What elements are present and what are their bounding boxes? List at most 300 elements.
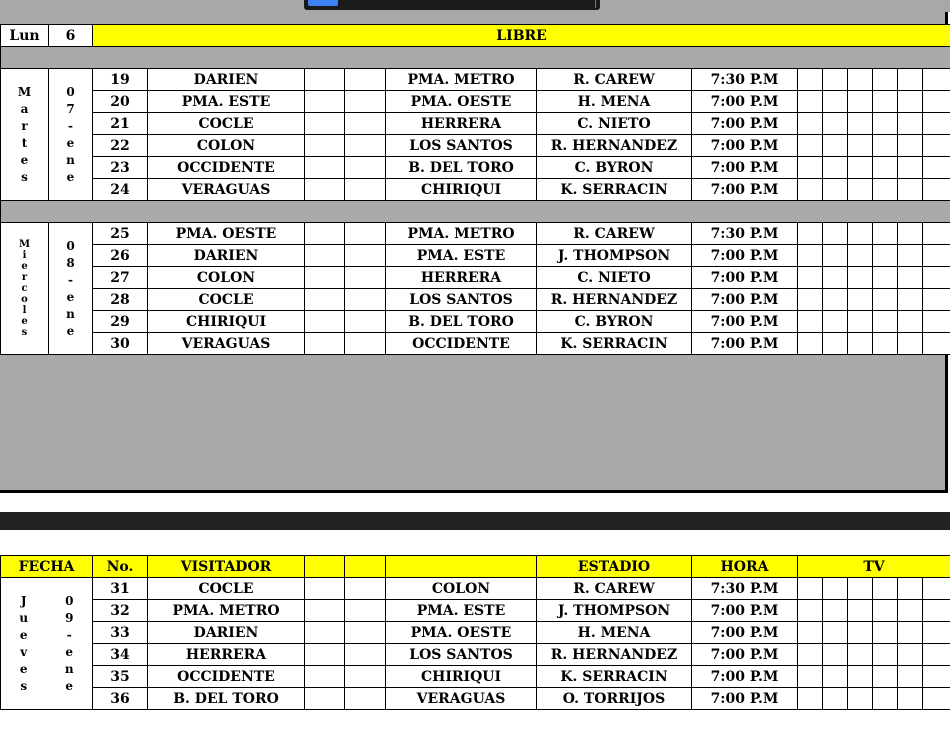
stadium: C. BYRON: [537, 157, 692, 179]
match-number: 28: [93, 289, 148, 311]
tv-cell: [823, 157, 848, 179]
day-letter: o: [21, 294, 28, 305]
tv-cell: [873, 688, 898, 710]
stadium: J. THOMPSON: [537, 600, 692, 622]
tv-cell: [848, 311, 873, 333]
day-letter: e: [21, 261, 28, 272]
section-divider: [0, 512, 950, 530]
match-number: 29: [93, 311, 148, 333]
date-char: e: [66, 135, 75, 150]
blank-cell: [345, 91, 386, 113]
date-char: 7: [66, 101, 75, 116]
match-number: 26: [93, 245, 148, 267]
tv-cell: [798, 578, 823, 600]
match-number: 25: [93, 223, 148, 245]
stadium: R. HERNANDEZ: [537, 135, 692, 157]
tv-cell: [848, 113, 873, 135]
tv-cell: [798, 644, 823, 666]
tv-cell: [848, 644, 873, 666]
tv-cell: [898, 179, 923, 201]
date-char: e: [65, 678, 74, 693]
home-team: LOS SANTOS: [386, 289, 537, 311]
tv-cell: [823, 644, 848, 666]
tv-cell: [923, 622, 950, 644]
tv-cell: [823, 135, 848, 157]
tv-cell: [848, 688, 873, 710]
tv-cell: [898, 622, 923, 644]
tv-cell: [848, 135, 873, 157]
day-letter: e: [20, 152, 29, 167]
stadium: R. CAREW: [537, 69, 692, 91]
day-letter: e: [21, 316, 28, 327]
blank-cell: [345, 622, 386, 644]
tv-cell: [923, 666, 950, 688]
date-char: 0: [66, 84, 75, 99]
tv-cell: [873, 267, 898, 289]
tv-cell: [823, 69, 848, 91]
table-row: [1, 688, 950, 710]
tv-cell: [873, 245, 898, 267]
date-char: e: [65, 644, 74, 659]
tv-cell: [798, 157, 823, 179]
date-cell: [65, 593, 74, 695]
table-row: [1, 267, 950, 289]
stadium: R. HERNANDEZ: [537, 289, 692, 311]
table-row: [1, 600, 950, 622]
tv-cell: [798, 622, 823, 644]
table-row: [1, 289, 950, 311]
toolbar-separator: [595, 0, 596, 8]
libre-label: LIBRE: [93, 25, 950, 47]
blank-cell: [305, 179, 345, 201]
tv-cell: [923, 267, 950, 289]
tv-cell: [823, 311, 848, 333]
tv-cell: [873, 135, 898, 157]
day-letter: e: [19, 627, 28, 642]
toolbar-strip: [304, 0, 600, 10]
tv-cell: [923, 289, 950, 311]
blank-cell: [345, 578, 386, 600]
date-char: 0: [65, 593, 74, 608]
tv-cell: [823, 666, 848, 688]
spacer-row: [1, 201, 950, 223]
match-number: 34: [93, 644, 148, 666]
visitor-team: VERAGUAS: [148, 179, 305, 201]
header-no: No.: [93, 556, 148, 578]
visitor-team: COCLE: [148, 289, 305, 311]
visitor-team: DARIEN: [148, 245, 305, 267]
tv-cell: [873, 311, 898, 333]
match-number: 23: [93, 157, 148, 179]
tv-cell: [798, 69, 823, 91]
match-time: 7:00 P.M: [692, 135, 798, 157]
table-row: [1, 69, 950, 91]
blank-cell: [305, 245, 345, 267]
blank-cell: [345, 600, 386, 622]
table-row: [1, 179, 950, 201]
blank-cell: [305, 223, 345, 245]
tv-cell: [923, 69, 950, 91]
table-row: [1, 91, 950, 113]
visitor-team: OCCIDENTE: [148, 666, 305, 688]
blank-cell: [305, 600, 345, 622]
table-row: [1, 578, 950, 600]
blank-cell: [305, 135, 345, 157]
tv-cell: [798, 688, 823, 710]
date-cell: [49, 223, 93, 355]
tv-cell: [923, 113, 950, 135]
visitor-team: OCCIDENTE: [148, 157, 305, 179]
tv-cell: [848, 333, 873, 355]
tv-cell: [798, 223, 823, 245]
blank-cell: [345, 267, 386, 289]
tv-cell: [823, 289, 848, 311]
visitor-team: PMA. METRO: [148, 600, 305, 622]
tv-cell: [873, 289, 898, 311]
match-number: 36: [93, 688, 148, 710]
jueves-group: [1, 578, 950, 710]
day-letter: i: [22, 250, 27, 261]
header-blank: [386, 556, 537, 578]
tv-cell: [848, 267, 873, 289]
table-row: [1, 157, 950, 179]
tv-cell: [898, 644, 923, 666]
blank-cell: [305, 333, 345, 355]
day-letter: s: [20, 678, 28, 693]
table-row: [1, 135, 950, 157]
tv-cell: [798, 135, 823, 157]
day-letter: c: [21, 283, 28, 294]
tv-cell: [923, 135, 950, 157]
date-char: -: [66, 627, 72, 642]
tv-cell: [873, 600, 898, 622]
day-letter: a: [20, 101, 29, 116]
tv-cell: [798, 179, 823, 201]
table-row: [1, 311, 950, 333]
home-team: B. DEL TORO: [386, 311, 537, 333]
blank-cell: [345, 666, 386, 688]
tv-cell: [873, 223, 898, 245]
tv-cell: [823, 179, 848, 201]
blank-cell: [305, 666, 345, 688]
home-team: PMA. METRO: [386, 69, 537, 91]
home-team: OCCIDENTE: [386, 333, 537, 355]
blank-cell: [305, 622, 345, 644]
match-time: 7:00 P.M: [692, 644, 798, 666]
schedule-table-lower: [0, 555, 950, 710]
tv-cell: [848, 622, 873, 644]
tv-cell: [898, 223, 923, 245]
stadium: K. SERRACIN: [537, 179, 692, 201]
home-team: B. DEL TORO: [386, 157, 537, 179]
home-team: LOS SANTOS: [386, 135, 537, 157]
day-letter: t: [21, 135, 28, 150]
blank-cell: [305, 267, 345, 289]
tv-cell: [848, 157, 873, 179]
day-letter: s: [21, 327, 28, 338]
match-number: 20: [93, 91, 148, 113]
tv-cell: [898, 91, 923, 113]
day-letter: e: [19, 661, 28, 676]
tv-cell: [898, 578, 923, 600]
tv-cell: [873, 113, 898, 135]
stadium: C. BYRON: [537, 311, 692, 333]
tv-cell: [873, 666, 898, 688]
blank-cell: [345, 333, 386, 355]
tv-cell: [848, 179, 873, 201]
tv-cell: [823, 245, 848, 267]
visitor-team: B. DEL TORO: [148, 688, 305, 710]
table-row: [1, 113, 950, 135]
visitor-team: HERRERA: [148, 644, 305, 666]
match-number: 21: [93, 113, 148, 135]
blank-cell: [305, 157, 345, 179]
visitor-team: CHIRIQUI: [148, 311, 305, 333]
date-char: 0: [66, 238, 75, 253]
tv-cell: [873, 91, 898, 113]
window-top-bar: [0, 0, 950, 12]
match-number: 33: [93, 622, 148, 644]
stadium: H. MENA: [537, 91, 692, 113]
tv-cell: [848, 69, 873, 91]
spacer-row: [1, 47, 950, 69]
tv-cell: [873, 69, 898, 91]
table-row: [1, 223, 950, 245]
tv-cell: [898, 688, 923, 710]
match-number: 31: [93, 578, 148, 600]
blank-cell: [305, 289, 345, 311]
date-char: n: [66, 152, 75, 167]
visitor-team: DARIEN: [148, 69, 305, 91]
header-blank: [345, 556, 386, 578]
table-row: [1, 666, 950, 688]
blank-cell: [345, 135, 386, 157]
tv-cell: [848, 245, 873, 267]
tv-cell: [823, 600, 848, 622]
day-letter: r: [21, 272, 28, 283]
match-time: 7:00 P.M: [692, 267, 798, 289]
home-team: CHIRIQUI: [386, 179, 537, 201]
date-char: n: [66, 306, 75, 321]
header-fecha: FECHA: [1, 556, 93, 578]
date-char: 8: [66, 255, 75, 270]
header-blank: [305, 556, 345, 578]
stadium: H. MENA: [537, 622, 692, 644]
day-name-cell: [1, 69, 49, 201]
home-team: COLON: [386, 578, 537, 600]
home-team: VERAGUAS: [386, 688, 537, 710]
home-team: PMA. OESTE: [386, 622, 537, 644]
tv-cell: [798, 666, 823, 688]
match-time: 7:00 P.M: [692, 688, 798, 710]
home-team: PMA. ESTE: [386, 245, 537, 267]
home-team: PMA. OESTE: [386, 91, 537, 113]
tv-cell: [923, 644, 950, 666]
tv-cell: [798, 113, 823, 135]
tv-cell: [848, 289, 873, 311]
tv-cell: [823, 688, 848, 710]
visitor-team: PMA. OESTE: [148, 223, 305, 245]
day-letter: J: [20, 593, 27, 608]
date-char: e: [66, 323, 75, 338]
tv-cell: [898, 69, 923, 91]
stadium: R. HERNANDEZ: [537, 644, 692, 666]
tv-cell: [798, 311, 823, 333]
day-letter: M: [18, 239, 31, 250]
match-time: 7:00 P.M: [692, 245, 798, 267]
stadium: R. CAREW: [537, 578, 692, 600]
header-stadium: ESTADIO: [537, 556, 692, 578]
match-number: 30: [93, 333, 148, 355]
tv-cell: [923, 578, 950, 600]
blank-cell: [345, 644, 386, 666]
match-time: 7:00 P.M: [692, 157, 798, 179]
tv-cell: [923, 157, 950, 179]
blank-cell: [345, 113, 386, 135]
tv-cell: [823, 223, 848, 245]
stadium: C. NIETO: [537, 267, 692, 289]
home-team: HERRERA: [386, 267, 537, 289]
home-team: PMA. ESTE: [386, 600, 537, 622]
day-letter: l: [22, 305, 27, 316]
date-char: n: [64, 661, 74, 676]
blank-cell: [345, 69, 386, 91]
stadium: R. CAREW: [537, 223, 692, 245]
tv-cell: [798, 333, 823, 355]
lun-row: [1, 25, 950, 47]
tv-cell: [798, 245, 823, 267]
table-row: [1, 644, 950, 666]
home-team: HERRERA: [386, 113, 537, 135]
header-hora: HORA: [692, 556, 798, 578]
tv-cell: [848, 578, 873, 600]
blank-cell: [305, 69, 345, 91]
stadium: O. TORRIJOS: [537, 688, 692, 710]
header-tv: TV: [798, 556, 950, 578]
date-char: 9: [65, 610, 74, 625]
day-name-cell: [1, 223, 49, 355]
blank-cell: [305, 644, 345, 666]
tv-cell: [873, 622, 898, 644]
match-time: 7:30 P.M: [692, 223, 798, 245]
visitor-team: VERAGUAS: [148, 333, 305, 355]
schedule-table-upper: [0, 24, 950, 355]
match-time: 7:00 P.M: [692, 600, 798, 622]
fecha-cell: [1, 578, 93, 710]
tv-cell: [798, 91, 823, 113]
match-number: 19: [93, 69, 148, 91]
blank-cell: [305, 688, 345, 710]
tv-cell: [923, 688, 950, 710]
tv-cell: [848, 223, 873, 245]
blank-cell: [305, 113, 345, 135]
table-row: [1, 245, 950, 267]
match-time: 7:00 P.M: [692, 311, 798, 333]
table-row: [1, 333, 950, 355]
tv-cell: [823, 622, 848, 644]
match-time: 7:00 P.M: [692, 179, 798, 201]
match-time: 7:00 P.M: [692, 289, 798, 311]
home-team: PMA. METRO: [386, 223, 537, 245]
blank-cell: [345, 311, 386, 333]
blank-cell: [345, 157, 386, 179]
tv-cell: [923, 179, 950, 201]
day-name-cell: [19, 593, 28, 695]
tv-cell: [823, 267, 848, 289]
tv-cell: [898, 333, 923, 355]
tv-cell: [923, 245, 950, 267]
tv-cell: [848, 91, 873, 113]
tv-cell: [798, 267, 823, 289]
martes-group: [1, 69, 950, 201]
blank-cell: [305, 578, 345, 600]
match-number: 22: [93, 135, 148, 157]
tv-cell: [898, 600, 923, 622]
visitor-team: COCLE: [148, 578, 305, 600]
miercoles-group: [1, 223, 950, 355]
tv-cell: [798, 600, 823, 622]
match-time: 7:00 P.M: [692, 666, 798, 688]
tv-cell: [898, 135, 923, 157]
match-time: 7:00 P.M: [692, 333, 798, 355]
match-time: 7:00 P.M: [692, 91, 798, 113]
date-char: e: [66, 289, 75, 304]
day-letter: v: [20, 644, 28, 659]
date-char: -: [68, 118, 73, 133]
match-time: 7:00 P.M: [692, 113, 798, 135]
match-number: 32: [93, 600, 148, 622]
blank-cell: [305, 91, 345, 113]
match-time: 7:30 P.M: [692, 69, 798, 91]
tv-cell: [923, 333, 950, 355]
blank-cell: [345, 688, 386, 710]
table-header-row: [1, 556, 950, 578]
tv-cell: [823, 91, 848, 113]
visitor-team: PMA. ESTE: [148, 91, 305, 113]
tv-cell: [873, 157, 898, 179]
tv-cell: [923, 311, 950, 333]
toolbar-button[interactable]: [308, 0, 338, 6]
tv-cell: [898, 267, 923, 289]
match-time: 7:30 P.M: [692, 578, 798, 600]
day-letter: r: [21, 118, 28, 133]
stadium: J. THOMPSON: [537, 245, 692, 267]
tv-cell: [823, 578, 848, 600]
tv-cell: [923, 223, 950, 245]
blank-cell: [305, 311, 345, 333]
tv-cell: [898, 157, 923, 179]
date-cell: [49, 69, 93, 201]
header-visitor: VISITADOR: [148, 556, 305, 578]
tv-cell: [898, 289, 923, 311]
tv-cell: [873, 578, 898, 600]
visitor-team: COCLE: [148, 113, 305, 135]
lun-day-cell: Lun: [1, 25, 49, 47]
blank-cell: [345, 245, 386, 267]
visitor-team: COLON: [148, 267, 305, 289]
tv-cell: [923, 600, 950, 622]
tv-cell: [898, 245, 923, 267]
day-letter: s: [21, 169, 28, 184]
tv-cell: [873, 644, 898, 666]
match-number: 24: [93, 179, 148, 201]
match-time: 7:00 P.M: [692, 622, 798, 644]
stadium: K. SERRACIN: [537, 666, 692, 688]
visitor-team: COLON: [148, 135, 305, 157]
tv-cell: [848, 666, 873, 688]
blank-cell: [345, 289, 386, 311]
table-row: [1, 622, 950, 644]
